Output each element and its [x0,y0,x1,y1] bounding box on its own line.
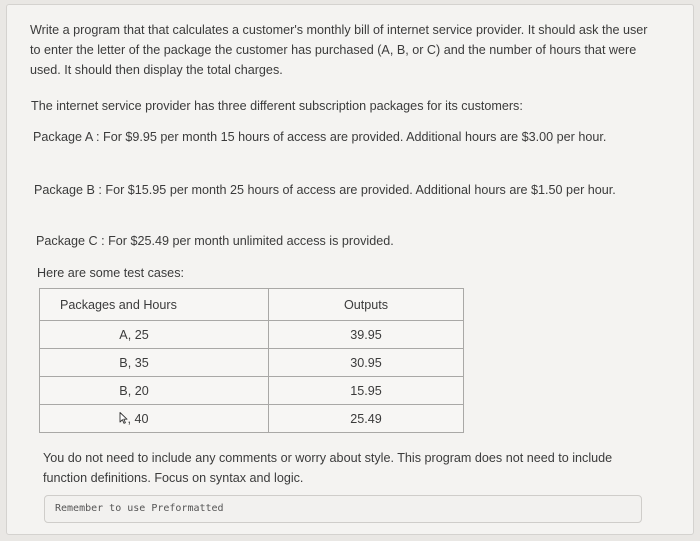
answer-editor-placeholder: Remember to use Preformatted [55,503,224,514]
package-c-description: Package C : For $25.49 per month unlimited access is provided. [36,234,394,248]
table-row [40,349,464,377]
answer-editor[interactable] [44,495,642,523]
table-row [40,405,464,433]
package-a-description: Package A : For $9.95 per month 15 hours of access are provided. Additional hours are $3.00 per hour. [33,130,607,144]
test-cases-intro: Here are some test cases: [37,266,184,280]
packages-intro: The internet service provider has three different subscription packages for its customers: [31,99,523,113]
row-output: 15.95 [269,377,464,405]
table-header-row [40,289,464,321]
row-input: B, 35 [40,349,269,377]
question-instructions: You do not need to include any comments or worry about style. This program does not need to include function definitions. Focus on syntax and logic. [43,451,613,485]
row-input: , 40 [127,411,149,426]
test-cases-table [39,288,464,433]
header-packages-and-hours: Packages and Hours [40,289,269,321]
row-output: 25.49 [269,405,464,433]
header-outputs: Outputs [269,289,464,321]
row-input: A, 25 [40,321,269,349]
row-output: 30.95 [269,349,464,377]
table-row [40,321,464,349]
row-input: B, 20 [40,377,269,405]
table-row [40,377,464,405]
package-b-description: Package B : For $15.95 per month 25 hours of access are provided. Additional hours are $1.50 per hour. [34,183,616,197]
question-intro: Write a program that that calculates a customer's monthly bill of internet service provider. It should ask the user to enter the letter of the package the customer has purchased (A, B, or C) and the number of hours that were used. It should then display the total charges. [30,23,648,77]
row-input-with-cursor [40,405,269,433]
row-output: 39.95 [269,321,464,349]
